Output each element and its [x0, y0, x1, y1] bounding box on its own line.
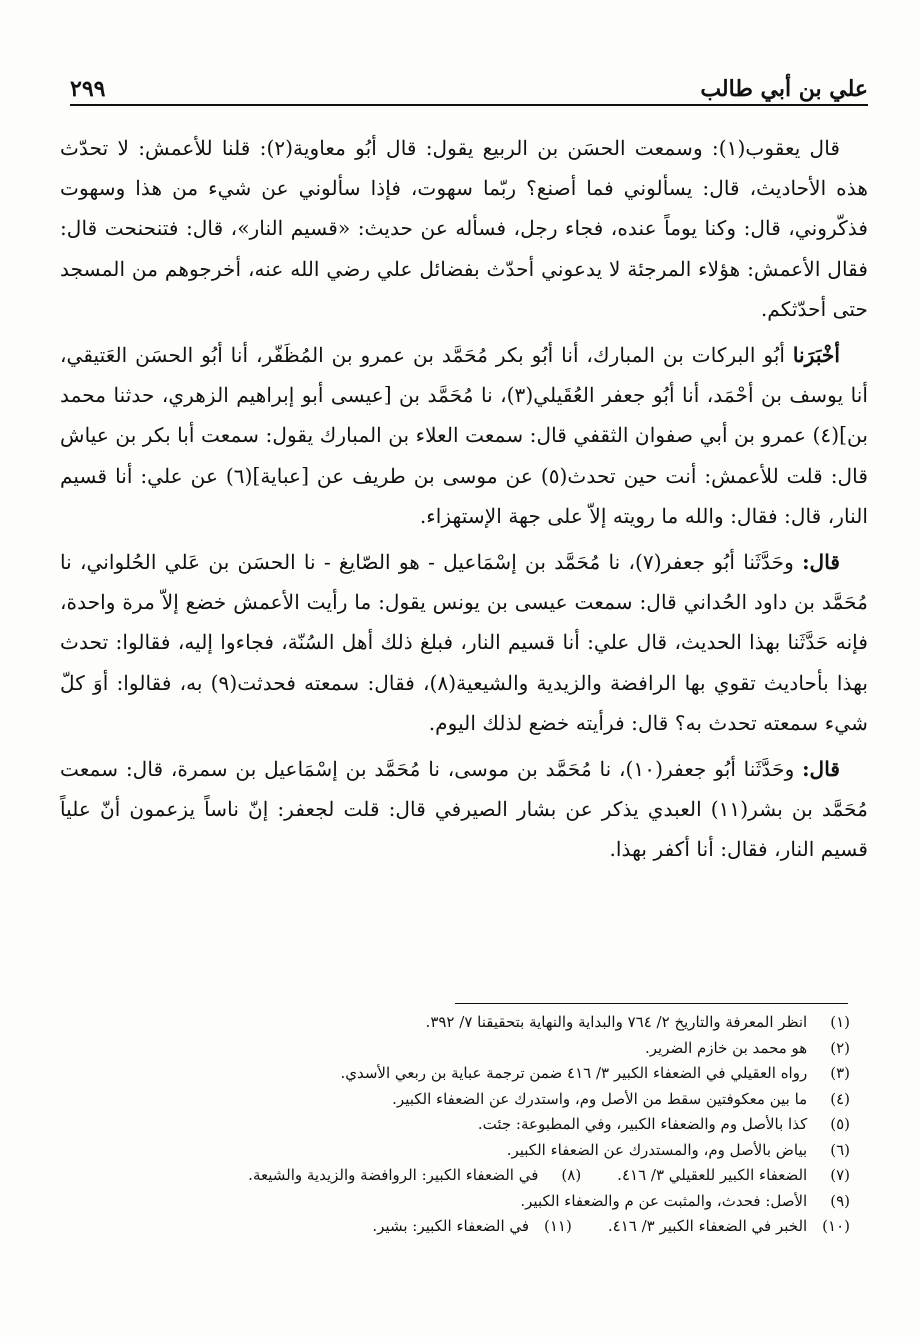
footnote-10: (١٠) الخبر في الضعفاء الكبير ٣/ ٤١٦. [607, 1217, 850, 1235]
paragraph-2 [60, 335, 868, 536]
footnote-4: (٤) ما بين معكوفتين سقط من الأصل وم، واستدرك عن الضعفاء الكبير. [392, 1089, 850, 1108]
paragraph-4-lead: قال: [802, 757, 840, 782]
paragraph-1 [60, 128, 868, 329]
footnote-11: (١١) في الضعفاء الكبير: بشير. [372, 1217, 572, 1235]
footnote-7: (٧) الضعفاء الكبير للعقيلي ٣/ ٤١٦. [617, 1166, 850, 1184]
paragraph-3 [60, 542, 868, 743]
footnotes [60, 1010, 850, 1240]
header-rule [70, 104, 868, 106]
running-title: علي بن أبي طالب [700, 76, 868, 102]
paragraph-2-lead: أخْبَرَنا [792, 343, 840, 368]
paragraph-2-text: أبُو البركات بن المبارك، أنا أبُو بكر مُحَمَّد بن عمرو بن المُظَفّر، أنا أبُو الحسَن العَتيقي، أنا يوسف بن أحْمَد، أنا أبُو جعفر العُقَيلي(٣)، نا مُحَمَّد بن [عيسى أبو إبراهيم الزهري، حدثنا محمد بن](٤) عمرو بن أبي صفوان الثقفي قال: سمعت العلاء بن المبارك يقول: سمعت أبا بكر بن عياش قال: قلت للأعمش: أنت حين تحدث(٥) عن موسى بن طريف عن [عباية](٦) عن علي: أنا قسيم النار، قال: فقال: والله ما رويته إلاّ على جهة الإستهزاء. [60, 343, 868, 528]
footnote-rule [455, 1003, 848, 1004]
paragraph-3-lead: قال: [802, 550, 840, 575]
main-text [60, 128, 868, 870]
footnote-3: (٣) رواه العقيلي في الضعفاء الكبير ٣/ ٤١٦ ضمن ترجمة عباية بن ربعي الأسدي. [340, 1064, 850, 1082]
page-number: ٢٩٩ [70, 76, 106, 102]
footnote-row-7-8 [60, 1163, 850, 1189]
paragraph-1-text: قال يعقوب(١): وسمعت الحسَن بن الربيع يقول: قال أبُو معاوية(٢): قلنا للأعمش: لا تحدّث هذه الأحاديث، قال: يسألوني فما أصنع؟ ربّما سهوت، فإذا سألوني عن شيء من هذا وسهوت فذكّروني، قال: وكنا يوماً عنده، فجاء رجل، فسأله عن حديث: «قسيم النار»، قال: فتنحنحت قال: فقال الأعمش: هؤلاء المرجئة لا يدعوني أحدّث بفضائل علي رضي الله عنه، أخرجوهم من المسجد حتى أحدّثكم. [60, 136, 868, 321]
paragraph-4-text: وحَدَّثَنا أبُو جعفر(١٠)، نا مُحَمَّد بن موسى، نا مُحَمَّد بن إسْمَاعيل بن سمرة، قال: سمعت مُحَمَّد بن بشر(١١) العبدي يذكر عن بشار الصيرفي قال: قلت لجعفر: إنّ ناساً يزعمون أنّ علياً قسيم النار، فقال: أنا أكفر بهذا. [60, 757, 868, 862]
page-header [70, 62, 868, 102]
paragraph-3-text: وحَدَّثَنا أبُو جعفر(٧)، نا مُحَمَّد بن إسْمَاعيل - هو الصّايغ - نا الحسَن بن عَلي الحُلواني، نا مُحَمَّد بن داود الحُداني قال: سمعت عيسى بن يونس يقول: ما رأيت الأعمش خضع إلاّ مرة واحدة، فإنه حَدَّثَنا بهذا الحديث، قال علي: أنا قسيم النار، فبلغ ذلك أهل السُنّة، فجاءوا إليه، فقالوا: تحدث بهذا بأحاديث تقوي بها الرافضة والزيدية والشيعية(٨)، فقال: سمعته فحدثت(٩) به، فقالوا: أوَ كلّ شيء سمعته تحدث به؟ قال: فرأيته خضع لذلك اليوم. [60, 550, 868, 735]
footnote-9: (٩) الأصل: فحدث، والمثبت عن م والضعفاء الكبير. [520, 1191, 850, 1210]
footnote-row-10-11 [60, 1214, 850, 1240]
footnote-2: (٢) هو محمد بن خازم الضرير. [645, 1038, 850, 1057]
footnote-8: (٨) في الضعفاء الكبير: الروافضة والزيدية والشيعة. [248, 1166, 582, 1184]
footnote-6: (٦) بياض بالأصل وم، والمستدرك عن الضعفاء الكبير. [506, 1140, 850, 1159]
footnote-5: (٥) كذا بالأصل وم والضعفاء الكبير، وفي المطبوعة: جئت. [477, 1115, 850, 1133]
paragraph-4 [60, 749, 868, 870]
footnote-1: (١) انظر المعرفة والتاريخ ٢/ ٧٦٤ والبداية والنهاية بتحقيقنا ٧/ ٣٩٢. [425, 1013, 850, 1031]
